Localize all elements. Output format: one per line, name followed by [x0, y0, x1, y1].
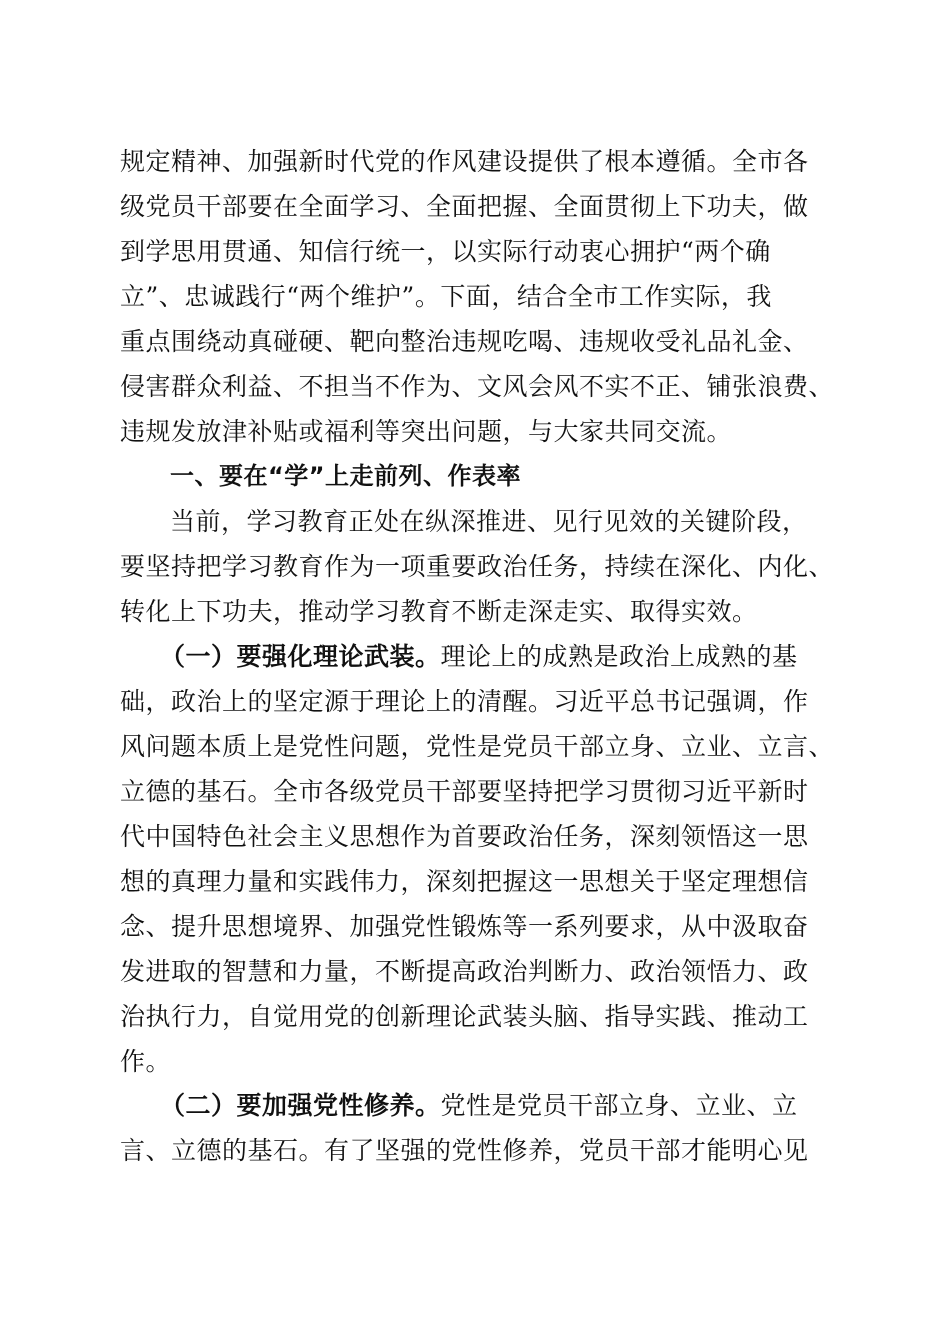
- text-line: 代中国特色社会主义思想作为首要政治任务，深刻领悟这一思: [120, 822, 809, 851]
- text-line: 作。: [120, 1047, 172, 1076]
- text-line: 侵害群众利益、不担当不作为、文风会风不实不正、铺张浪费、: [120, 372, 835, 401]
- text-line: 当前，学习教育正处在纵深推进、见行见效的关键阶段，: [170, 507, 808, 536]
- text-line: 治执行力，自觉用党的创新理论武装头脑、指导实践、推动工: [120, 1002, 809, 1031]
- section-heading: 一、要在“学”上走前列、作表率: [170, 462, 522, 490]
- item-title: （一）要强化理论武装。: [160, 642, 441, 671]
- item-first-line: [120, 634, 840, 679]
- text-line: 础，政治上的坚定源于理论上的清醒。习近平总书记强调，作: [120, 687, 809, 716]
- item-1-paragraph: [120, 634, 840, 1084]
- text-line: 要坚持把学习教育作为一项重要政治任务，持续在深化、内化、: [120, 552, 835, 581]
- text-line: 转化上下功夫，推动学习教育不断走深走实、取得实效。: [120, 597, 758, 626]
- text-line: 到学思用贯通、知信行统一，以实际行动衷心拥护“两个确: [120, 237, 771, 266]
- item-2-paragraph: [120, 1083, 840, 1173]
- text-line: 想的真理力量和实践伟力，深刻把握这一思想关于坚定理想信: [120, 867, 809, 896]
- text-line: 立”、忠诚践行“两个维护”。下面，结合全市工作实际，我: [120, 282, 772, 311]
- item-text: 党性是党员干部立身、立业、立: [440, 1091, 798, 1120]
- text-line: 违规发放津补贴或福利等突出问题，与大家共同交流。: [120, 417, 733, 446]
- text-line: 风问题本质上是党性问题，党性是党员干部立身、立业、立言、: [120, 732, 835, 761]
- intro-paragraph: [120, 139, 840, 454]
- text-line: 言、立德的基石。有了坚强的党性修养，党员干部才能明心见: [120, 1136, 809, 1165]
- text-line: 重点围绕动真碰硬、靶向整治违规吃喝、违规收受礼品礼金、: [120, 327, 809, 356]
- item-title: （二）要加强党性修养。: [160, 1091, 441, 1120]
- text-line: 立德的基石。全市各级党员干部要坚持把学习贯彻习近平新时: [120, 777, 809, 806]
- text-line: 规定精神、加强新时代党的作风建设提供了根本遵循。全市各: [120, 147, 809, 176]
- text-line: 发进取的智慧和力量，不断提高政治判断力、政治领悟力、政: [120, 957, 809, 986]
- section-1: [120, 454, 840, 634]
- item-text: 理论上的成熟是政治上成熟的基: [440, 642, 798, 671]
- text-line: 级党员干部要在全面学习、全面把握、全面贯彻上下功夫，做: [120, 192, 809, 221]
- item-first-line: [120, 1083, 840, 1128]
- text-line: 念、提升思想境界、加强党性锻炼等一系列要求，从中汲取奋: [120, 912, 809, 941]
